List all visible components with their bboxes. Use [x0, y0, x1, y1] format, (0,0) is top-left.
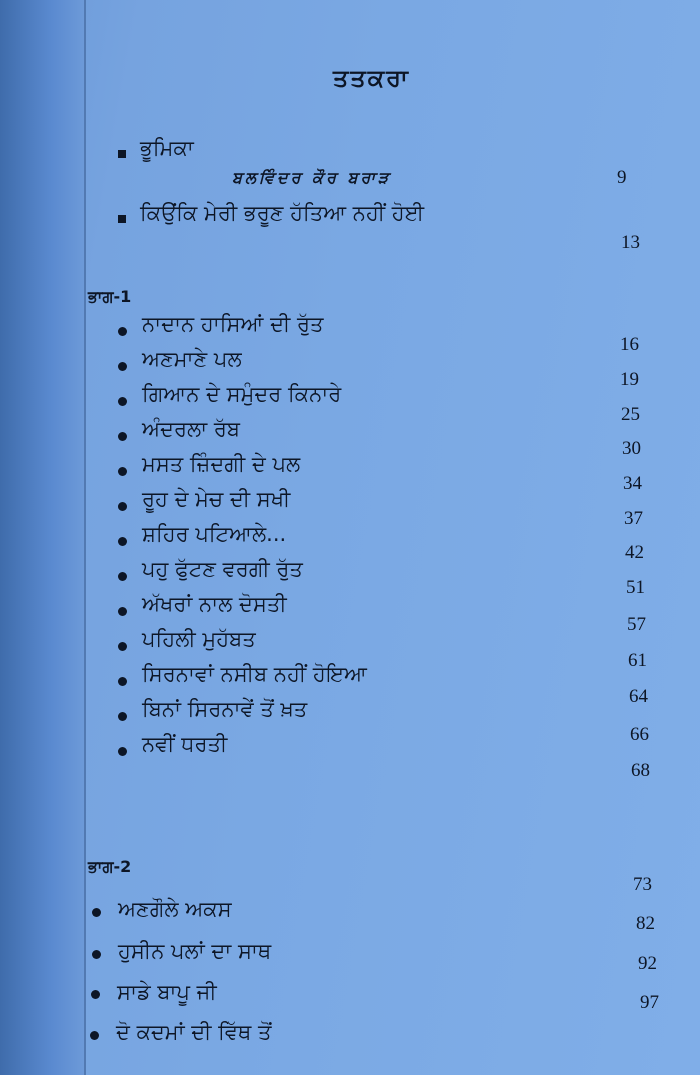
bullet-icon	[92, 908, 101, 917]
bullet-icon	[118, 432, 127, 441]
page-number: 68	[631, 760, 650, 781]
toc-entry-essay[interactable]: ਕਿਉਂਕਿ ਮੇਰੀ ਭਰੂਣ ਹੱਤਿਆ ਨਹੀਂ ਹੋਈ	[140, 201, 425, 225]
toc-entry[interactable]: ਅੱਖਰਾਂ ਨਾਲ ਦੋਸਤੀ	[142, 592, 287, 616]
page-number: 25	[621, 404, 640, 425]
bullet-icon	[118, 467, 127, 476]
page-number: 92	[638, 953, 657, 974]
bullet-icon	[118, 572, 127, 581]
toc-entry[interactable]: ਗਿਆਨ ਦੇ ਸਮੁੰਦਰ ਕਿਨਾਰੇ	[142, 382, 342, 406]
section-label-part1: ਭਾਗ-1	[88, 287, 132, 306]
toc-entry[interactable]: ਹੁਸੀਨ ਪਲਾਂ ਦਾ ਸਾਥ	[118, 939, 272, 963]
page-number: 34	[623, 473, 642, 494]
bullet-icon	[118, 642, 127, 651]
toc-entry-preface[interactable]: ਭੂਮਿਕਾ	[140, 136, 194, 160]
toc-entry[interactable]: ਪਹੁ ਫੁੱਟਣ ਵਰਗੀ ਰੁੱਤ	[142, 557, 303, 581]
bullet-icon	[118, 502, 127, 511]
toc-entry[interactable]: ਸਿਰਨਾਵਾਂ ਨਸੀਬ ਨਹੀਂ ਹੋਇਆ	[142, 662, 367, 686]
bullet-icon	[118, 397, 127, 406]
page-number: 16	[620, 334, 639, 355]
toc-entry[interactable]: ਨਵੀਂ ਧਰਤੀ	[142, 732, 228, 756]
toc-entry[interactable]: ਅੰਦਰਲਾ ਰੱਬ	[142, 417, 240, 441]
toc-entry[interactable]: ਅਣਗੌਲੇ ਅਕਸ	[118, 897, 232, 921]
bullet-icon	[118, 677, 127, 686]
toc-entry[interactable]: ਰੂਹ ਦੇ ਮੇਚ ਦੀ ਸਖੀ	[142, 487, 291, 511]
page-number: 37	[624, 508, 643, 529]
page-number: 66	[630, 724, 649, 745]
bullet-icon	[118, 537, 127, 546]
page-number: 30	[622, 438, 641, 459]
toc-entry[interactable]: ਸ਼ਹਿਰ ਪਟਿਆਲੇ...	[142, 522, 287, 546]
toc-entry[interactable]: ਨਾਦਾਨ ਹਾਸਿਆਂ ਦੀ ਰੁੱਤ	[142, 312, 324, 336]
page-number: 61	[628, 650, 647, 671]
page-title: ਤਤਕਰਾ	[333, 64, 410, 92]
page-number: 51	[626, 577, 645, 598]
bullet-icon	[92, 950, 101, 959]
bullet-icon	[90, 1031, 99, 1040]
toc-entry[interactable]: ਅਣਮਾਣੇ ਪਲ	[142, 347, 242, 371]
bullet-icon	[118, 215, 126, 223]
bullet-icon	[118, 747, 127, 756]
section-label-part2: ਭਾਗ-2	[88, 857, 132, 876]
page-number: 64	[629, 686, 648, 707]
page-number: 13	[621, 232, 640, 253]
toc-entry[interactable]: ਦੋ ਕਦਮਾਂ ਦੀ ਵਿੱਥ ਤੋਂ	[116, 1020, 272, 1044]
bullet-icon	[118, 362, 127, 371]
toc-entry[interactable]: ਮਸਤ ਜ਼ਿੰਦਗੀ ਦੇ ਪਲ	[142, 452, 301, 476]
toc-entry[interactable]: ਬਿਨਾਂ ਸਿਰਨਾਵੇਂ ਤੋਂ ਖ਼ਤ	[142, 697, 308, 721]
bullet-icon	[118, 327, 127, 336]
toc-entry[interactable]: ਪਹਿਲੀ ਮੁਹੱਬਤ	[142, 627, 256, 651]
page-number: 82	[636, 913, 655, 934]
bullet-icon	[118, 607, 127, 616]
page-number: 73	[633, 874, 652, 895]
toc-entry[interactable]: ਸਾਡੇ ਬਾਪੂ ਜੀ	[117, 980, 217, 1004]
bullet-icon	[118, 150, 126, 158]
bullet-icon	[118, 712, 127, 721]
page-number: 57	[627, 614, 646, 635]
page-number: 42	[625, 542, 644, 563]
page-number: 97	[640, 992, 659, 1013]
toc-entry-author: ਬਲਵਿੰਦਰ ਕੌਰ ਬਰਾੜ	[232, 168, 392, 187]
page-gutter	[0, 0, 86, 1075]
bullet-icon	[91, 990, 100, 999]
page-number: 19	[620, 369, 639, 390]
page-number: 9	[617, 167, 627, 188]
